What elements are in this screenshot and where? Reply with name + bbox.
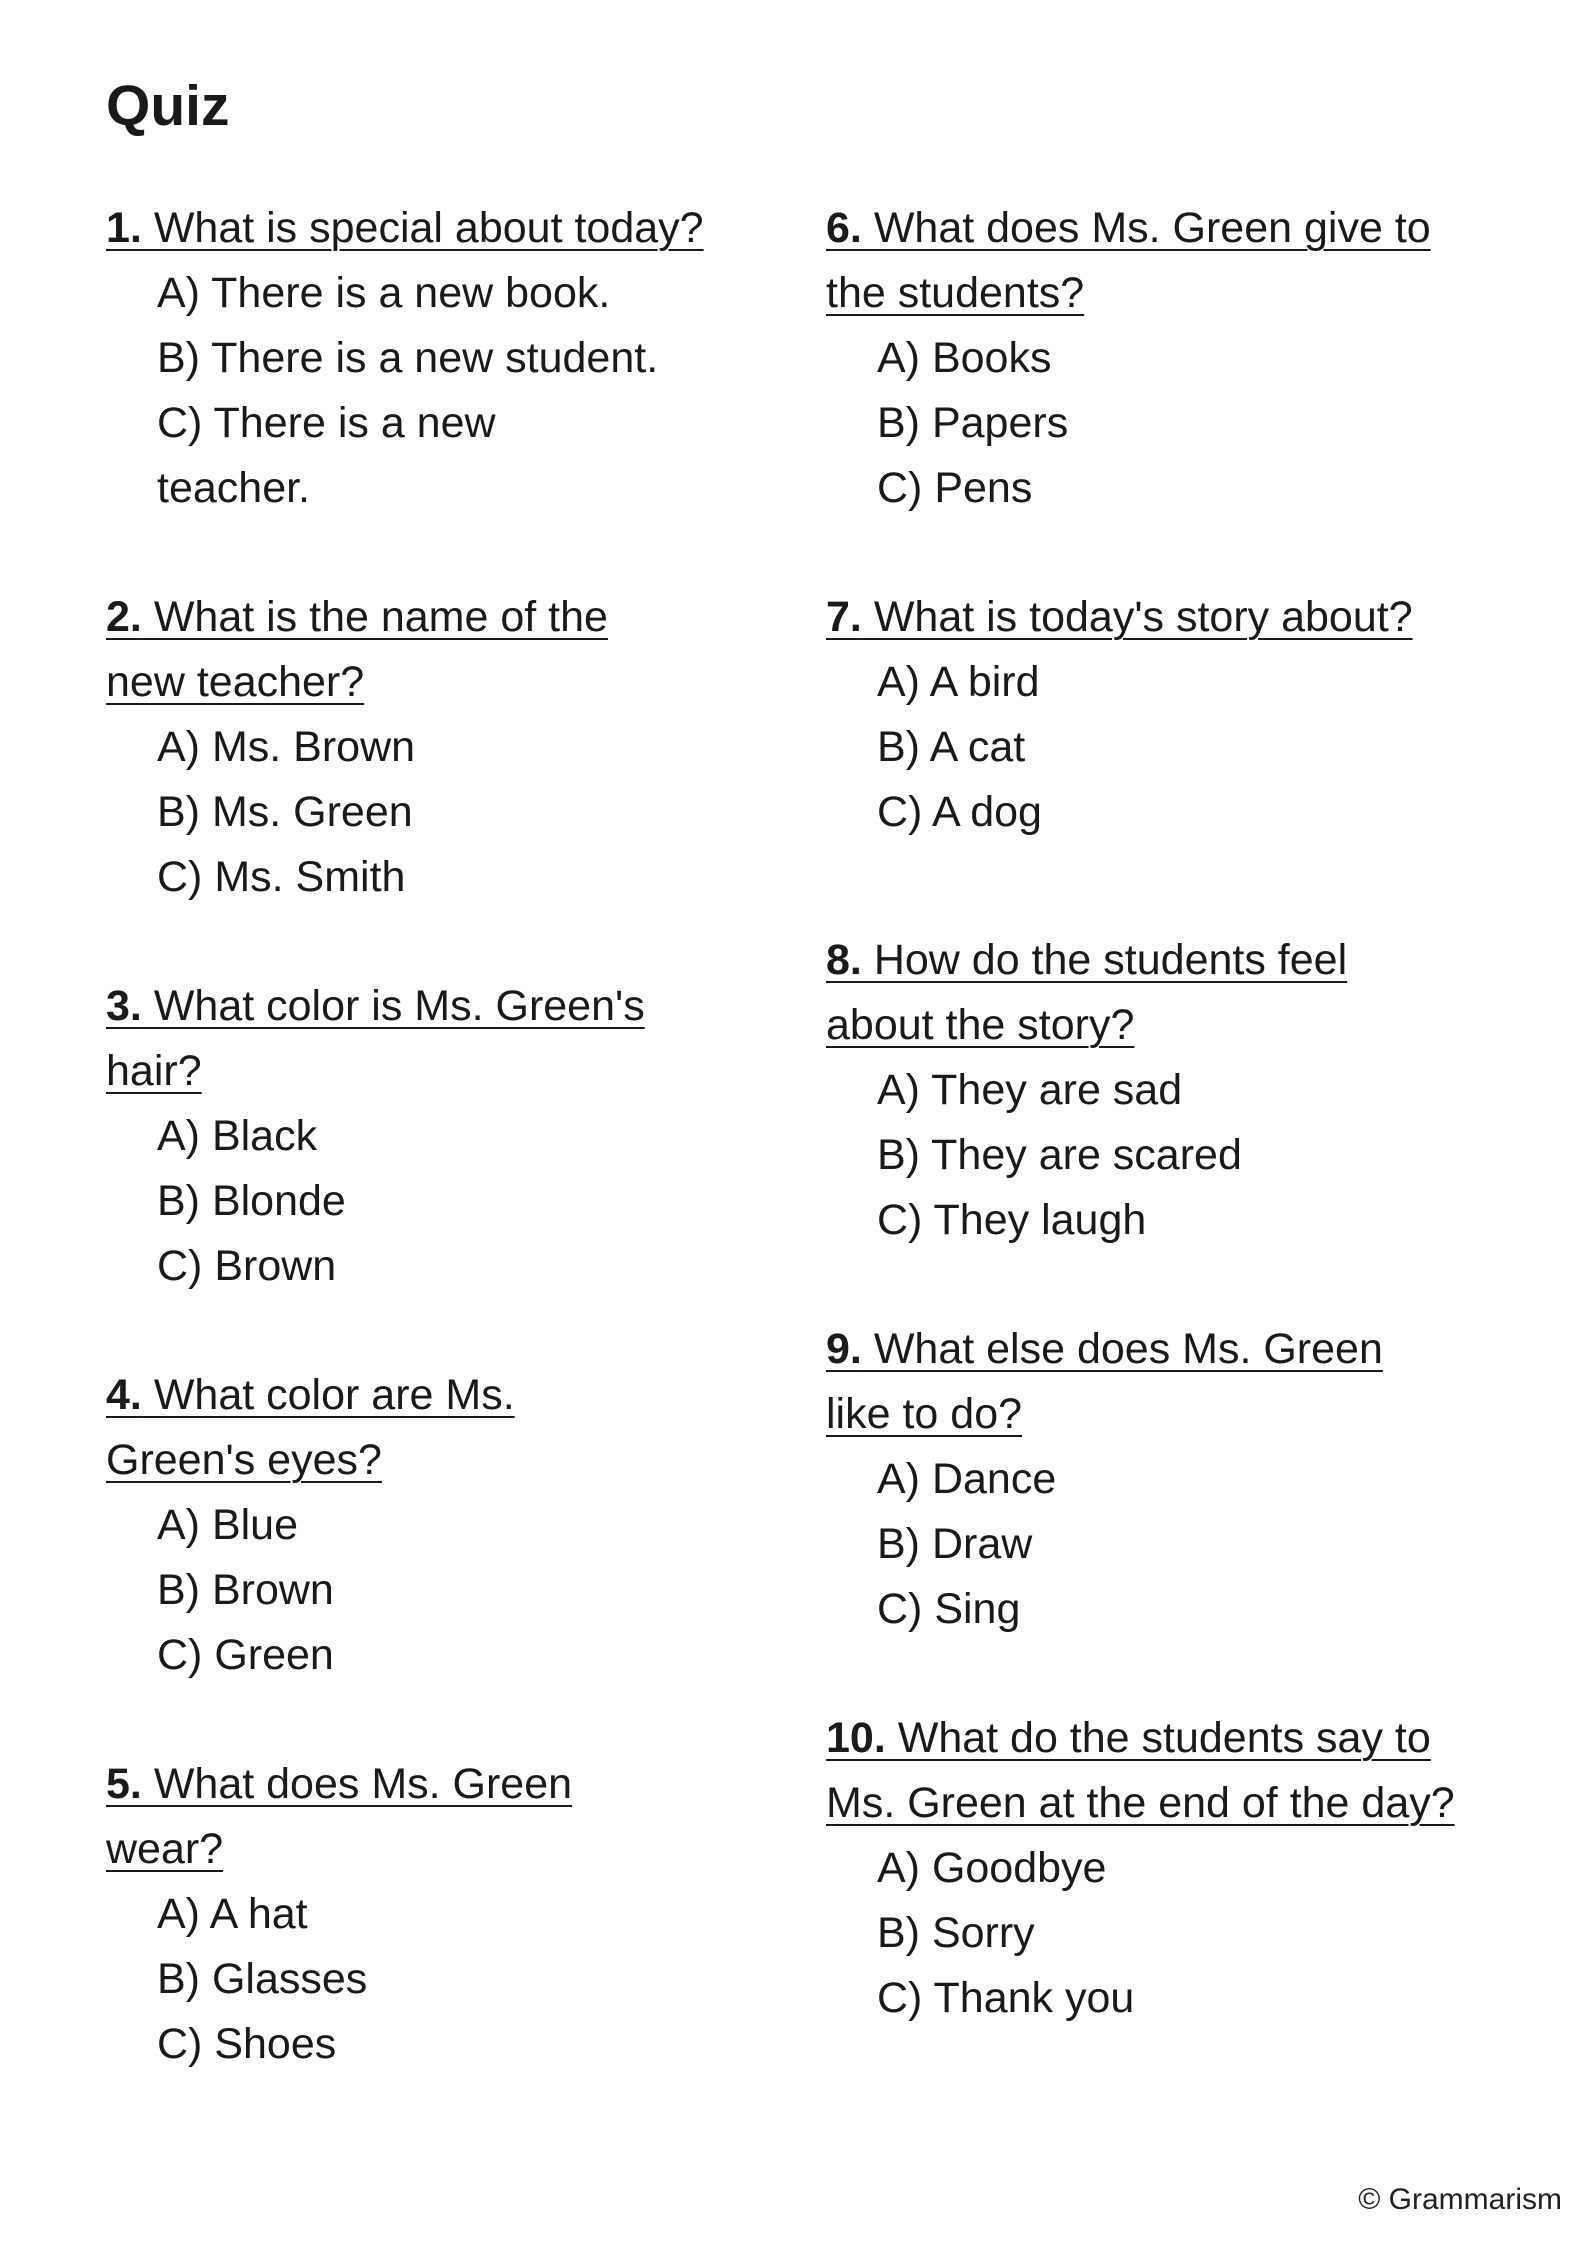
question-text	[106, 974, 706, 1104]
question-number: 7.	[826, 593, 862, 641]
question-label: What is today's story about?	[861, 593, 1413, 641]
question-label: What do the students say to Ms. Green at the end of the day?	[826, 1714, 1455, 1827]
question-2	[106, 585, 746, 910]
question-label: What is the name of the new teacher?	[106, 593, 608, 706]
question-5	[106, 1752, 746, 2077]
question-number: 3.	[106, 982, 142, 1030]
question-label: What color is Ms. Green's hair?	[106, 982, 645, 1095]
answer-option[interactable]: B) A cat	[877, 723, 1026, 771]
answer-option[interactable]: B) Ms. Green	[157, 788, 413, 836]
question-label: What does Ms. Green give to the students?	[826, 204, 1431, 317]
answer-option[interactable]: A) Blue	[157, 1501, 299, 1549]
answer-option[interactable]: C) Sing	[877, 1585, 1021, 1633]
answer-option[interactable]: C) Shoes	[157, 2020, 337, 2068]
page-title: Quiz	[106, 74, 230, 138]
question-label: What color are Ms. Green's eyes?	[106, 1371, 515, 1484]
question-label: What is special about today?	[141, 204, 704, 252]
question-10	[826, 1706, 1506, 2031]
answer-option[interactable]: A) Dance	[877, 1455, 1057, 1503]
question-label: What does Ms. Green wear?	[106, 1760, 573, 1873]
answer-options	[106, 1104, 746, 1299]
question-8	[826, 928, 1506, 1253]
question-number: 10.	[826, 1714, 886, 1762]
answer-option[interactable]: C) Ms. Smith	[157, 853, 406, 901]
answer-option[interactable]: C) There is a new teacher.	[157, 399, 496, 512]
question-label: What else does Ms. Green like to do?	[826, 1325, 1383, 1438]
answer-option[interactable]: B) They are scared	[877, 1131, 1242, 1179]
question-number: 2.	[106, 593, 142, 641]
answer-option[interactable]: A) There is a new book.	[157, 269, 611, 317]
question-number: 9.	[826, 1325, 862, 1373]
question-text	[826, 928, 1426, 1058]
answer-option[interactable]: B) Brown	[157, 1566, 334, 1614]
question-text	[106, 1363, 576, 1493]
answer-option[interactable]: C) Brown	[157, 1242, 337, 1290]
answer-options	[106, 1882, 746, 2077]
answer-options	[826, 326, 1506, 521]
answer-option[interactable]: C) Pens	[877, 464, 1033, 512]
answer-option[interactable]: A) A hat	[157, 1890, 308, 1938]
answer-option[interactable]: A) Ms. Brown	[157, 723, 416, 771]
question-text	[106, 1752, 666, 1882]
question-text	[826, 1317, 1446, 1447]
answer-option[interactable]: C) A dog	[877, 788, 1042, 836]
question-label: How do the students feel about the story?	[826, 936, 1348, 1049]
answer-option[interactable]: A) A bird	[877, 658, 1040, 706]
question-3	[106, 974, 746, 1299]
answer-option[interactable]: B) Sorry	[877, 1909, 1035, 1957]
question-9	[826, 1317, 1506, 1642]
copyright-footer: © Grammarism	[1358, 2183, 1562, 2216]
answer-option[interactable]: B) Glasses	[157, 1955, 368, 2003]
answer-option[interactable]: A) Black	[157, 1112, 318, 1160]
question-number: 4.	[106, 1371, 142, 1419]
right-column	[826, 196, 1506, 2031]
question-text	[826, 196, 1486, 326]
answer-option[interactable]: B) Draw	[877, 1520, 1033, 1568]
answer-options	[826, 1058, 1506, 1253]
question-1	[106, 196, 746, 521]
answer-options	[106, 1493, 746, 1688]
answer-option[interactable]: C) Thank you	[877, 1974, 1135, 2022]
question-number: 6.	[826, 204, 862, 252]
answer-option[interactable]: B) Blonde	[157, 1177, 346, 1225]
question-6	[826, 196, 1506, 521]
answer-options	[826, 650, 1506, 845]
question-text	[826, 1706, 1486, 1836]
answer-options	[826, 1836, 1506, 2031]
question-7	[826, 585, 1506, 845]
question-4	[106, 1363, 746, 1688]
question-text	[106, 585, 666, 715]
answer-options	[106, 715, 746, 910]
question-text	[826, 585, 1506, 650]
question-text	[106, 196, 746, 261]
question-number: 1.	[106, 204, 142, 252]
answer-option[interactable]: B) Papers	[877, 399, 1069, 447]
answer-options	[826, 1447, 1506, 1642]
answer-option[interactable]: A) Goodbye	[877, 1844, 1107, 1892]
answer-options	[106, 261, 746, 521]
left-column	[106, 196, 746, 2077]
question-number: 8.	[826, 936, 862, 984]
answer-option[interactable]: A) They are sad	[877, 1066, 1183, 1114]
answer-option[interactable]: B) There is a new student.	[157, 334, 659, 382]
answer-option[interactable]: C) They laugh	[877, 1196, 1147, 1244]
answer-option[interactable]: C) Green	[157, 1631, 334, 1679]
answer-option[interactable]: A) Books	[877, 334, 1052, 382]
question-number: 5.	[106, 1760, 142, 1808]
